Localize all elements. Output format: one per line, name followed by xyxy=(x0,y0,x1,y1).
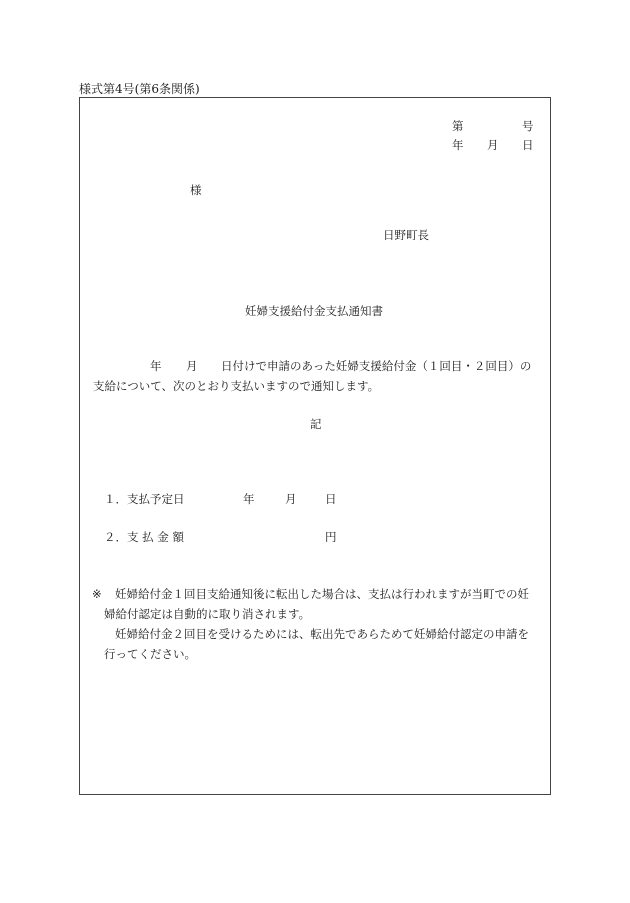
form-number-label: 様式第4号(第6条関係) xyxy=(79,82,200,96)
item-payment-amount-unit: 円 xyxy=(325,530,337,544)
item-payment-date-month: 月 xyxy=(285,492,297,506)
item-payment-date-label: １．支払予定日 xyxy=(104,492,185,506)
body-month-label: 月 xyxy=(186,359,198,373)
note-line-2: 婦給付認定は自動的に取り消されます。 xyxy=(104,607,311,621)
body-year-label: 年 xyxy=(150,359,162,373)
item-payment-date-day: 日 xyxy=(325,492,337,506)
addressee-honorific: 様 xyxy=(190,183,202,197)
number-prefix: 第 xyxy=(452,119,464,133)
item-payment-amount-label: ２．支 払 金 額 xyxy=(104,530,184,544)
note-mark: ※ xyxy=(92,587,102,601)
date-month-label: 月 xyxy=(487,138,499,152)
note-line-3: 妊婦給付金２回目を受けるためには、転出先であらためて妊婦給付認定の申請を xyxy=(115,627,529,641)
body-line-1: 日付けで申請のあった妊婦支援給付金（１回目・２回目）の xyxy=(221,359,532,373)
note-line-1: 妊婦給付金１回目支給通知後に転出した場合は、支払は行われますが当町での妊 xyxy=(115,587,529,601)
date-year-label: 年 xyxy=(452,138,464,152)
sender-title: 日野町長 xyxy=(383,228,429,242)
item-payment-date-year: 年 xyxy=(243,492,255,506)
document-frame xyxy=(79,97,551,795)
ki-marker: 記 xyxy=(310,417,322,431)
document-title: 妊婦支援給付金支払通知書 xyxy=(245,304,383,318)
body-line-2: 支給について、次のとおり支払いますので通知します。 xyxy=(93,379,380,393)
note-line-4: 行ってください。 xyxy=(104,647,196,661)
date-day-label: 日 xyxy=(522,138,534,152)
number-suffix: 号 xyxy=(522,119,534,133)
